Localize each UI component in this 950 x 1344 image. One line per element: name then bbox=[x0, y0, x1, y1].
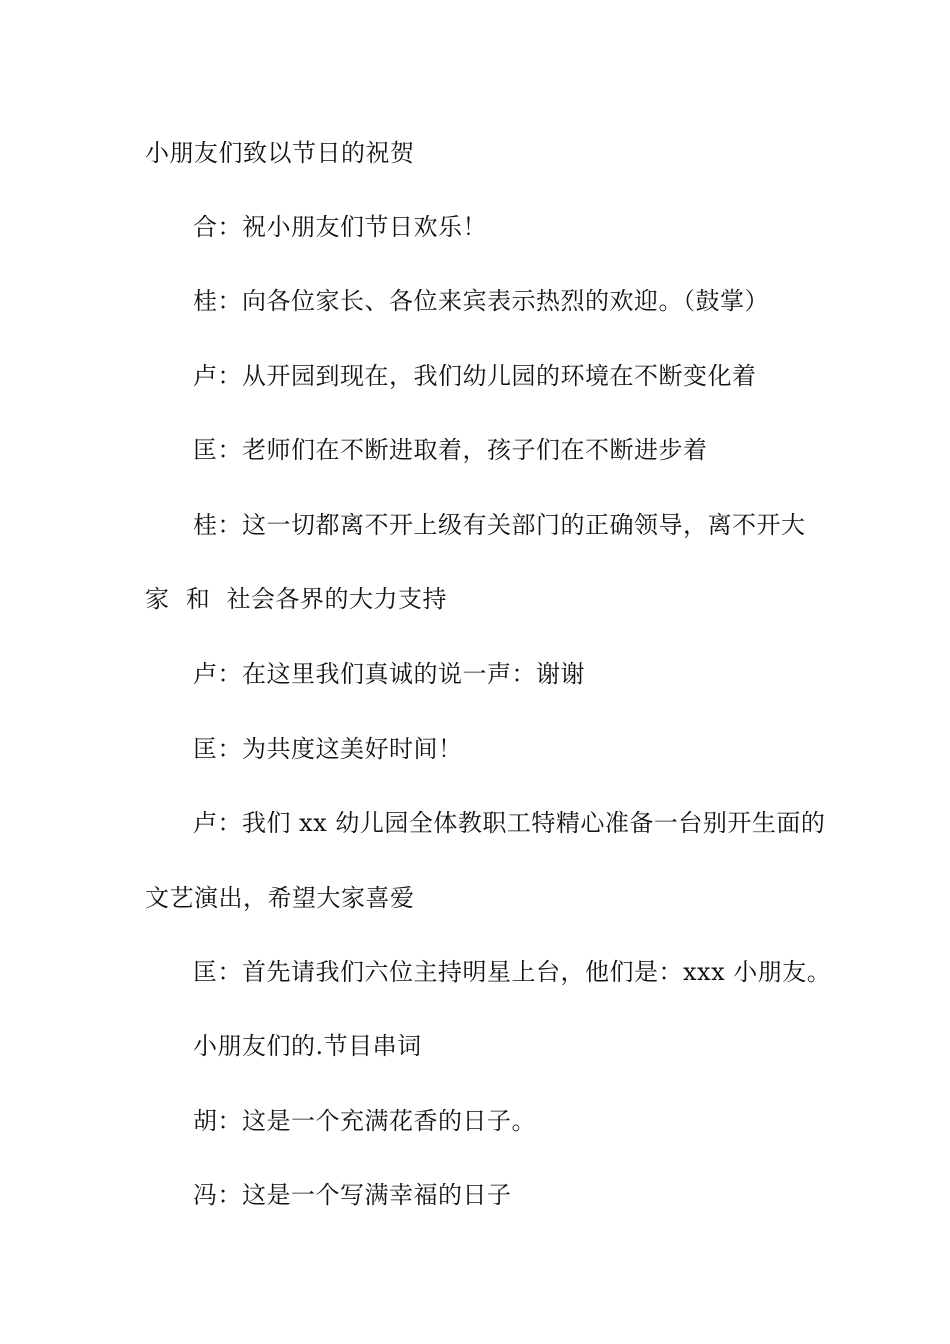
text-line: 小朋友们的.节目串词 bbox=[193, 1032, 422, 1060]
text-line: 家 和 社会各界的大力支持 bbox=[145, 585, 448, 613]
text-line: 卢：我们 xx 幼儿园全体教职工特精心准备一台别开生面的 bbox=[193, 809, 826, 837]
text-line: 桂：这一切都离不开上级有关部门的正确领导，离不开大 bbox=[193, 511, 806, 539]
text-line: 匡：为共度这美好时间！ bbox=[193, 735, 463, 763]
text-line: 胡：这是一个充满花香的日子。 bbox=[193, 1107, 536, 1135]
text-line: 匡：首先请我们六位主持明星上台，他们是：xxx 小朋友。 bbox=[193, 958, 832, 986]
text-line: 卢：从开园到现在，我们幼儿园的环境在不断变化着 bbox=[193, 362, 757, 390]
text-line: 文艺演出，希望大家喜爱 bbox=[145, 884, 415, 912]
text-line: 匡：老师们在不断进取着，孩子们在不断进步着 bbox=[193, 436, 708, 464]
text-line: 桂：向各位家长、各位来宾表示热烈的欢迎。（鼓掌） bbox=[193, 287, 769, 315]
text-line: 冯：这是一个写满幸福的日子 bbox=[193, 1181, 512, 1209]
text-line: 小朋友们致以节日的祝贺 bbox=[145, 139, 415, 167]
text-line: 合：祝小朋友们节日欢乐！ bbox=[193, 213, 487, 241]
text-line: 卢：在这里我们真诚的说一声：谢谢 bbox=[193, 660, 585, 688]
